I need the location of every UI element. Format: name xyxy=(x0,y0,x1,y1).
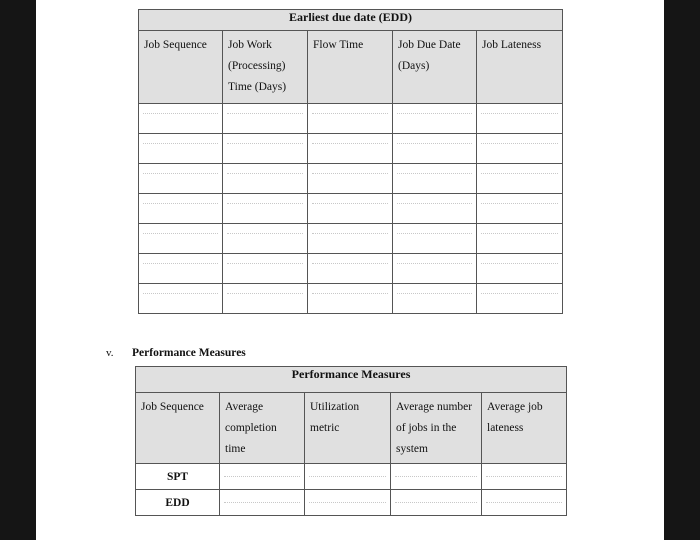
blank-cell[interactable] xyxy=(477,224,563,254)
column-header: Average job lateness xyxy=(482,393,567,464)
performance-table-header-row xyxy=(136,393,567,464)
blank-cell[interactable] xyxy=(393,254,477,284)
blank-cell[interactable] xyxy=(308,104,393,134)
blank-cell[interactable] xyxy=(308,164,393,194)
blank-cell[interactable] xyxy=(223,284,308,314)
performance-table xyxy=(135,366,567,516)
blank-cell[interactable] xyxy=(482,464,567,490)
column-header: Job Due Date (Days) xyxy=(393,31,477,104)
blank-cell[interactable] xyxy=(477,134,563,164)
blank-cell[interactable] xyxy=(477,254,563,284)
table-row xyxy=(139,194,563,224)
blank-cell[interactable] xyxy=(139,254,223,284)
blank-cell[interactable] xyxy=(393,104,477,134)
blank-cell[interactable] xyxy=(305,464,391,490)
column-header: Average number of jobs in the system xyxy=(391,393,482,464)
table-row xyxy=(139,254,563,284)
blank-cell[interactable] xyxy=(139,104,223,134)
blank-cell[interactable] xyxy=(391,464,482,490)
row-label-spt: SPT xyxy=(136,464,220,490)
blank-cell[interactable] xyxy=(477,104,563,134)
blank-cell[interactable] xyxy=(308,254,393,284)
blank-cell[interactable] xyxy=(308,194,393,224)
table-row xyxy=(139,134,563,164)
blank-cell[interactable] xyxy=(393,284,477,314)
edd-table-body xyxy=(139,104,563,314)
blank-cell[interactable] xyxy=(482,490,567,516)
table-row xyxy=(139,284,563,314)
blank-cell[interactable] xyxy=(223,104,308,134)
blank-cell[interactable] xyxy=(139,134,223,164)
table-row xyxy=(139,104,563,134)
blank-cell[interactable] xyxy=(477,164,563,194)
blank-cell[interactable] xyxy=(139,224,223,254)
blank-cell[interactable] xyxy=(139,284,223,314)
column-header: Job Sequence xyxy=(139,31,223,104)
row-label-edd: EDD xyxy=(136,490,220,516)
blank-cell[interactable] xyxy=(393,134,477,164)
table-row xyxy=(136,490,567,516)
blank-cell[interactable] xyxy=(139,164,223,194)
column-header: Job Lateness xyxy=(477,31,563,104)
right-dark-border xyxy=(664,0,700,540)
blank-cell[interactable] xyxy=(305,490,391,516)
blank-cell[interactable] xyxy=(477,284,563,314)
blank-cell[interactable] xyxy=(223,134,308,164)
blank-cell[interactable] xyxy=(393,194,477,224)
blank-cell[interactable] xyxy=(223,164,308,194)
left-dark-border xyxy=(0,0,36,540)
blank-cell[interactable] xyxy=(477,194,563,224)
section-number: v. xyxy=(106,347,114,359)
blank-cell[interactable] xyxy=(223,194,308,224)
blank-cell[interactable] xyxy=(223,254,308,284)
blank-cell[interactable] xyxy=(391,490,482,516)
blank-cell[interactable] xyxy=(223,224,308,254)
edd-table xyxy=(138,9,563,314)
column-header: Job Sequence xyxy=(136,393,220,464)
blank-cell[interactable] xyxy=(308,284,393,314)
table-row xyxy=(136,464,567,490)
edd-table-header-row xyxy=(139,31,563,104)
performance-table-title-row xyxy=(136,367,567,393)
blank-cell[interactable] xyxy=(393,164,477,194)
edd-table-title: Earliest due date (EDD) xyxy=(139,10,563,31)
blank-cell[interactable] xyxy=(220,490,305,516)
section-title: Performance Measures xyxy=(132,347,246,359)
edd-table-title-row xyxy=(139,10,563,31)
column-header: Utilization metric xyxy=(305,393,391,464)
table-row xyxy=(139,164,563,194)
column-header: Job Work (Processing) Time (Days) xyxy=(223,31,308,104)
blank-cell[interactable] xyxy=(220,464,305,490)
blank-cell[interactable] xyxy=(393,224,477,254)
blank-cell[interactable] xyxy=(308,134,393,164)
column-header: Average completion time xyxy=(220,393,305,464)
table-row xyxy=(139,224,563,254)
column-header: Flow Time xyxy=(308,31,393,104)
performance-table-title: Performance Measures xyxy=(136,367,567,393)
blank-cell[interactable] xyxy=(308,224,393,254)
blank-cell[interactable] xyxy=(139,194,223,224)
